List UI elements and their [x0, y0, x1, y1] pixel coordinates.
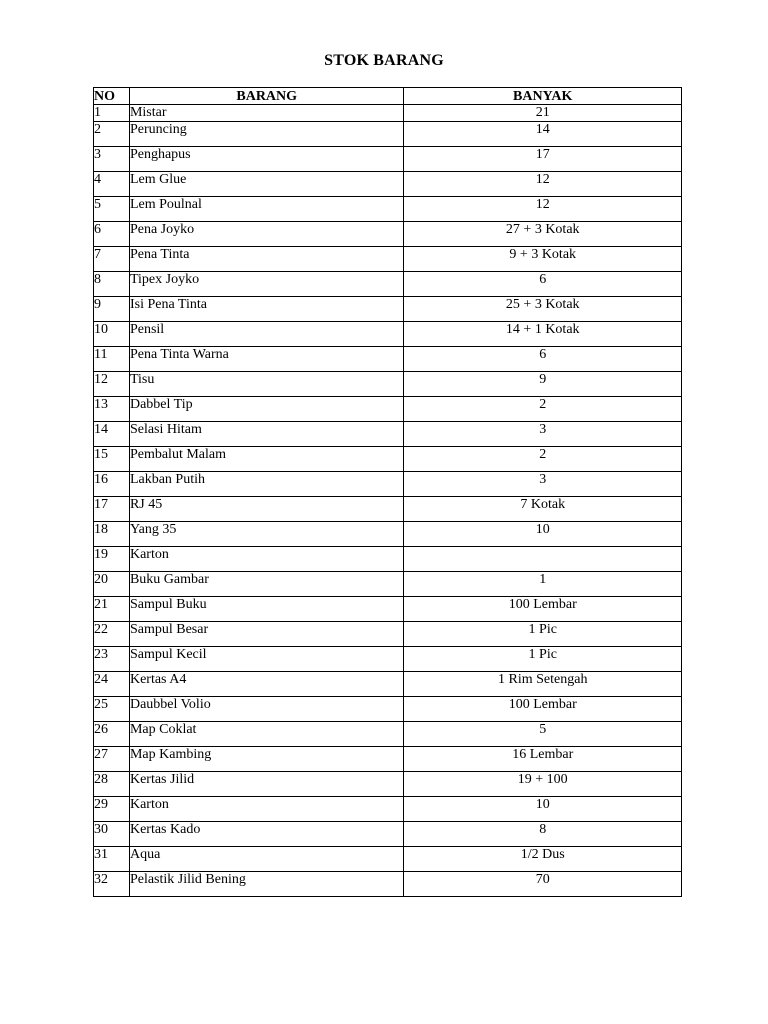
cell-banyak: 1 Pic [404, 647, 682, 672]
cell-no: 20 [94, 572, 130, 597]
cell-no: 9 [94, 297, 130, 322]
table-row [94, 772, 682, 797]
table-row [94, 197, 682, 222]
table-row [94, 422, 682, 447]
cell-barang: Pelastik Jilid Bening [129, 872, 404, 897]
cell-no: 13 [94, 397, 130, 422]
cell-banyak: 100 Lembar [404, 597, 682, 622]
cell-barang: Tisu [129, 372, 404, 397]
cell-no: 18 [94, 522, 130, 547]
cell-barang: Sampul Besar [129, 622, 404, 647]
cell-no: 28 [94, 772, 130, 797]
cell-barang: Penghapus [129, 147, 404, 172]
cell-banyak: 9 + 3 Kotak [404, 247, 682, 272]
cell-barang: Daubbel Volio [129, 697, 404, 722]
cell-no: 31 [94, 847, 130, 872]
cell-banyak: 12 [404, 172, 682, 197]
table-row [94, 472, 682, 497]
cell-no: 3 [94, 147, 130, 172]
table-row [94, 122, 682, 147]
cell-banyak: 70 [404, 872, 682, 897]
table-row [94, 397, 682, 422]
cell-barang: Kertas A4 [129, 672, 404, 697]
cell-banyak: 25 + 3 Kotak [404, 297, 682, 322]
cell-banyak: 27 + 3 Kotak [404, 222, 682, 247]
cell-barang: Pembalut Malam [129, 447, 404, 472]
cell-no: 11 [94, 347, 130, 372]
cell-barang: Pena Tinta Warna [129, 347, 404, 372]
table-body [94, 105, 682, 897]
cell-banyak: 19 + 100 [404, 772, 682, 797]
cell-barang: RJ 45 [129, 497, 404, 522]
cell-banyak [404, 547, 682, 572]
cell-banyak: 1 Pic [404, 622, 682, 647]
cell-barang: Map Coklat [129, 722, 404, 747]
cell-barang: Mistar [129, 105, 404, 122]
cell-no: 24 [94, 672, 130, 697]
cell-barang: Sampul Buku [129, 597, 404, 622]
table-row [94, 722, 682, 747]
column-header-barang: BARANG [129, 88, 404, 105]
table-row [94, 797, 682, 822]
cell-barang: Kertas Jilid [129, 772, 404, 797]
cell-barang: Peruncing [129, 122, 404, 147]
cell-banyak: 14 + 1 Kotak [404, 322, 682, 347]
cell-banyak: 8 [404, 822, 682, 847]
cell-barang: Selasi Hitam [129, 422, 404, 447]
cell-no: 16 [94, 472, 130, 497]
cell-banyak: 1/2 Dus [404, 847, 682, 872]
cell-banyak: 6 [404, 272, 682, 297]
cell-no: 17 [94, 497, 130, 522]
cell-no: 1 [94, 105, 130, 122]
table-row [94, 147, 682, 172]
table-row [94, 572, 682, 597]
table-header [94, 88, 682, 105]
cell-no: 30 [94, 822, 130, 847]
cell-no: 23 [94, 647, 130, 672]
column-header-no: NO [94, 88, 130, 105]
cell-no: 22 [94, 622, 130, 647]
cell-barang: Dabbel Tip [129, 397, 404, 422]
table-row [94, 847, 682, 872]
cell-no: 8 [94, 272, 130, 297]
table-row [94, 647, 682, 672]
cell-barang: Buku Gambar [129, 572, 404, 597]
table-row [94, 447, 682, 472]
cell-barang: Pena Tinta [129, 247, 404, 272]
table-row [94, 372, 682, 397]
table-row [94, 297, 682, 322]
table-row [94, 222, 682, 247]
cell-barang: Lakban Putih [129, 472, 404, 497]
table-row [94, 672, 682, 697]
cell-banyak: 10 [404, 522, 682, 547]
cell-barang: Map Kambing [129, 747, 404, 772]
cell-banyak: 1 [404, 572, 682, 597]
cell-banyak: 3 [404, 422, 682, 447]
table-row [94, 497, 682, 522]
table-row [94, 272, 682, 297]
cell-no: 25 [94, 697, 130, 722]
table-row [94, 872, 682, 897]
cell-barang: Lem Poulnal [129, 197, 404, 222]
cell-banyak: 6 [404, 347, 682, 372]
cell-banyak: 1 Rim Setengah [404, 672, 682, 697]
table-row [94, 105, 682, 122]
cell-banyak: 21 [404, 105, 682, 122]
cell-no: 27 [94, 747, 130, 772]
cell-no: 32 [94, 872, 130, 897]
table-row [94, 747, 682, 772]
table-row [94, 622, 682, 647]
cell-banyak: 9 [404, 372, 682, 397]
cell-no: 14 [94, 422, 130, 447]
cell-barang: Sampul Kecil [129, 647, 404, 672]
cell-barang: Yang 35 [129, 522, 404, 547]
column-header-banyak: BANYAK [404, 88, 682, 105]
cell-no: 6 [94, 222, 130, 247]
table-row [94, 597, 682, 622]
cell-banyak: 12 [404, 197, 682, 222]
page-title: STOK BARANG [324, 52, 444, 69]
table-row [94, 247, 682, 272]
cell-no: 19 [94, 547, 130, 572]
cell-banyak: 10 [404, 797, 682, 822]
cell-barang: Lem Glue [129, 172, 404, 197]
cell-no: 5 [94, 197, 130, 222]
stock-table [93, 87, 682, 897]
cell-no: 29 [94, 797, 130, 822]
cell-no: 26 [94, 722, 130, 747]
cell-barang: Kertas Kado [129, 822, 404, 847]
table-row [94, 822, 682, 847]
cell-banyak: 5 [404, 722, 682, 747]
cell-banyak: 100 Lembar [404, 697, 682, 722]
cell-no: 15 [94, 447, 130, 472]
table-row [94, 522, 682, 547]
cell-barang: Karton [129, 797, 404, 822]
cell-banyak: 3 [404, 472, 682, 497]
cell-barang: Tipex Joyko [129, 272, 404, 297]
cell-barang: Pensil [129, 322, 404, 347]
cell-barang: Pena Joyko [129, 222, 404, 247]
cell-banyak: 2 [404, 397, 682, 422]
cell-no: 21 [94, 597, 130, 622]
cell-no: 7 [94, 247, 130, 272]
cell-barang: Karton [129, 547, 404, 572]
cell-banyak: 16 Lembar [404, 747, 682, 772]
cell-no: 4 [94, 172, 130, 197]
cell-no: 12 [94, 372, 130, 397]
cell-no: 10 [94, 322, 130, 347]
cell-banyak: 2 [404, 447, 682, 472]
header-row [94, 88, 682, 105]
table-row [94, 322, 682, 347]
cell-no: 2 [94, 122, 130, 147]
cell-banyak: 14 [404, 122, 682, 147]
cell-barang: Aqua [129, 847, 404, 872]
table-row [94, 547, 682, 572]
table-row [94, 697, 682, 722]
cell-barang: Isi Pena Tinta [129, 297, 404, 322]
table-row [94, 172, 682, 197]
cell-banyak: 7 Kotak [404, 497, 682, 522]
cell-banyak: 17 [404, 147, 682, 172]
table-row [94, 347, 682, 372]
